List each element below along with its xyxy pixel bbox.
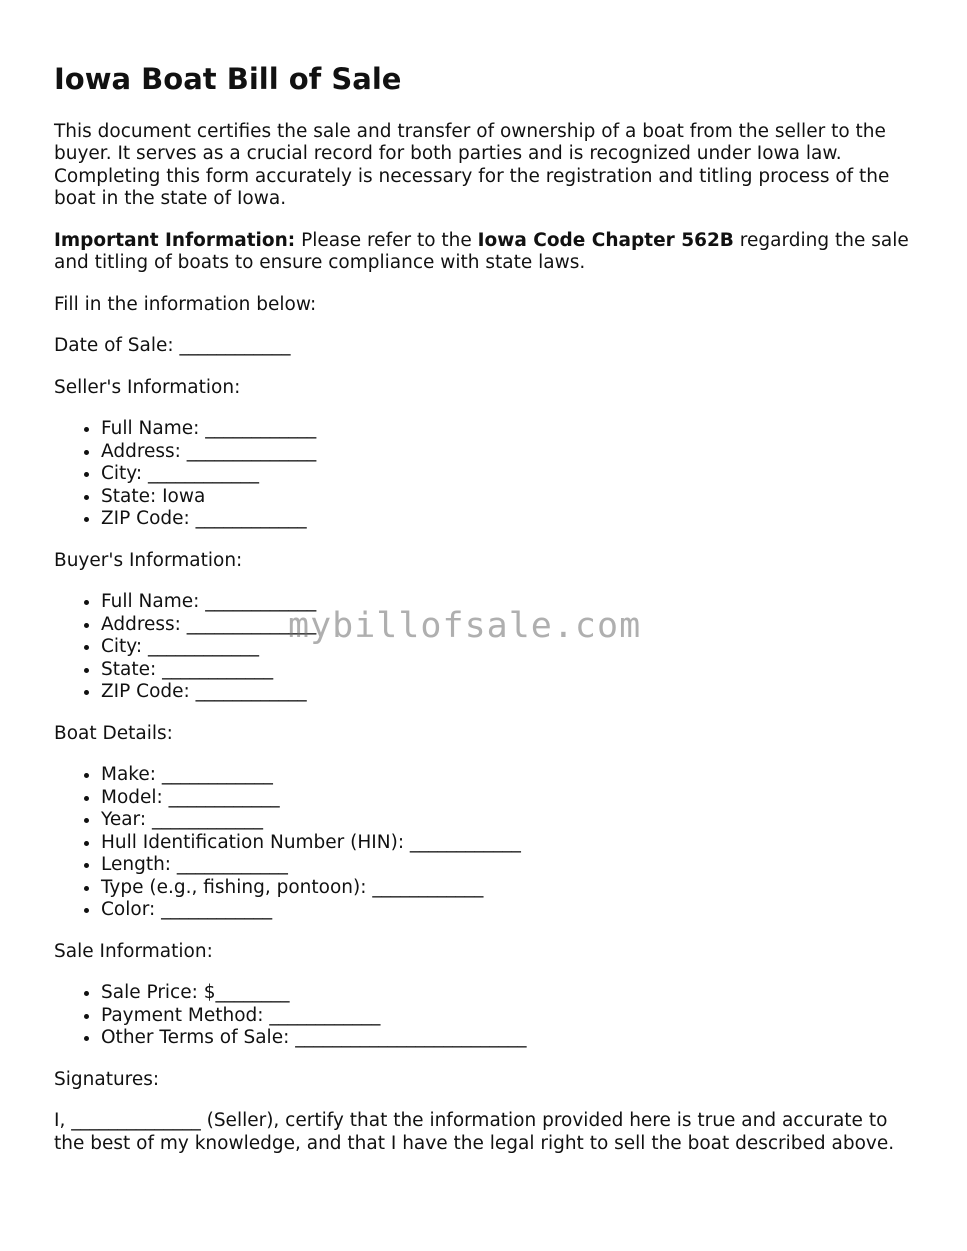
important-text-after: regarding the sale and titling of boats to ensure compliance with state laws. <box>54 229 909 274</box>
seller-city: • City: ____________ <box>101 463 914 486</box>
code-reference: Iowa Code Chapter 562B <box>477 229 734 251</box>
boat-length: • Length: ____________ <box>101 854 914 877</box>
sale-list <box>54 982 914 1050</box>
fill-in-instruction: Fill in the information below: <box>54 293 317 315</box>
seller-zip: • ZIP Code: ____________ <box>101 508 914 531</box>
date-of-sale-field: Date of Sale: ____________ <box>54 335 291 357</box>
watermark: mybillofsale.com <box>288 606 642 646</box>
payment-method: • Payment Method: ____________ <box>101 1005 914 1028</box>
signatures-heading: Signatures: <box>54 1068 160 1090</box>
seller-list <box>54 418 914 531</box>
sale-heading: Sale Information: <box>54 940 213 962</box>
other-terms: • Other Terms of Sale: _________________________ <box>101 1027 914 1050</box>
boat-model: • Model: ____________ <box>101 787 914 810</box>
sale-price: • Sale Price: $________ <box>101 982 914 1005</box>
boat-type: • Type (e.g., fishing, pontoon): ____________ <box>101 877 914 900</box>
boat-year: • Year: ____________ <box>101 809 914 832</box>
seller-full-name: • Full Name: ____________ <box>101 418 914 441</box>
boat-make: • Make: ____________ <box>101 764 914 787</box>
buyer-city: • City: ____________ <box>101 636 914 659</box>
seller-state: • State: Iowa <box>101 486 914 509</box>
document-title: Iowa Boat Bill of Sale <box>54 62 402 96</box>
important-paragraph <box>54 230 914 275</box>
seller-heading: Seller's Information: <box>54 376 241 398</box>
seller-certification: I, ______________ (Seller), certify that the information provided here is true and accurate to the best of my knowledge, and that I have the legal right to sell the boat described above. <box>54 1110 895 1154</box>
buyer-heading: Buyer's Information: <box>54 549 243 571</box>
buyer-full-name: • Full Name: ____________ <box>101 591 914 614</box>
buyer-address: • Address: ______________ <box>101 614 914 637</box>
boat-color: • Color: ____________ <box>101 899 914 922</box>
boat-hin: • Hull Identification Number (HIN): ____________ <box>101 832 914 855</box>
boat-heading: Boat Details: <box>54 722 173 744</box>
buyer-zip: • ZIP Code: ____________ <box>101 681 914 704</box>
important-text-before: Please refer to the <box>295 229 478 251</box>
seller-address: • Address: ______________ <box>101 441 914 464</box>
intro-paragraph: This document certifies the sale and transfer of ownership of a boat from the seller to the buyer. It serves as a crucial record for both parties and is recognized under Iowa law. Completing this form accurately is necessary for the registration and titling process of the boat in the state of Iowa. <box>54 120 890 210</box>
boat-list <box>54 764 914 922</box>
important-label: Important Information: <box>54 229 296 251</box>
buyer-state: • State: ____________ <box>101 659 914 682</box>
